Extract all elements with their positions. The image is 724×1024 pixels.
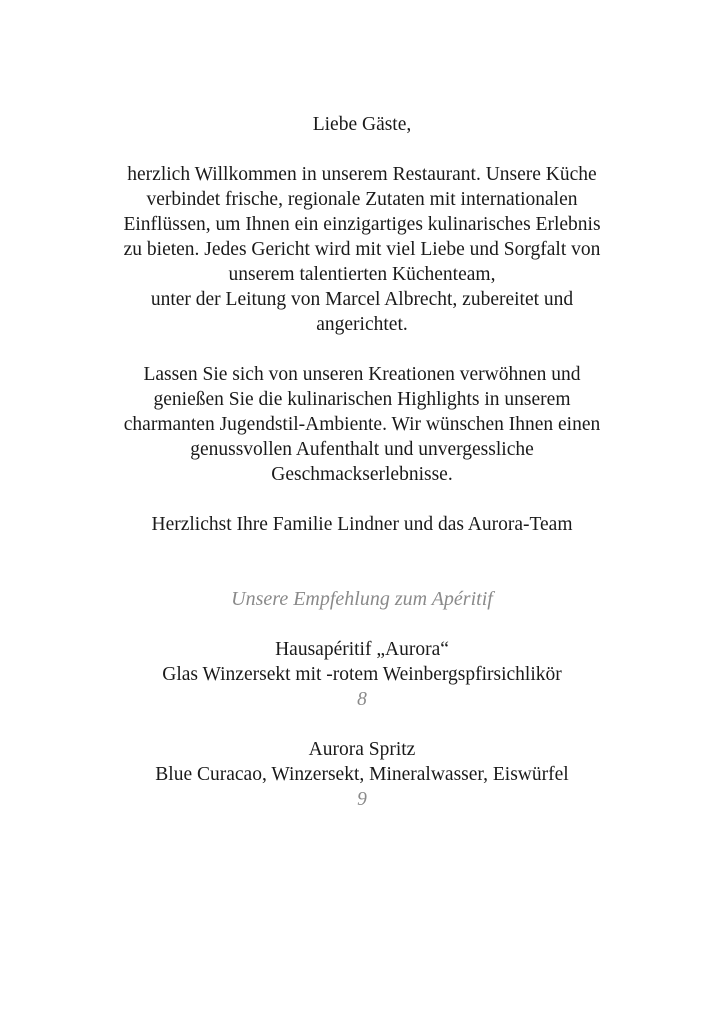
item-price: 8 <box>357 689 367 710</box>
paragraph-line: genießen Sie die kulinarischen Highlights in unserem <box>153 389 571 410</box>
greeting: Liebe Gäste, <box>312 114 412 135</box>
intro-line: angerichtet. <box>316 314 408 335</box>
paragraph-line: genussvollen Aufenthalt und unvergessliche <box>190 439 534 460</box>
intro-line: Einflüssen, um Ihnen ein einzigartiges kulinarisches Erlebnis <box>123 214 601 235</box>
section-heading: Unsere Empfehlung zum Apéritif <box>231 588 493 610</box>
intro-line: verbindet frische, regionale Zutaten mit internationalen <box>146 189 578 210</box>
intro-line: unserem talentierten Küchenteam, <box>228 264 496 285</box>
menu-item <box>0 737 724 812</box>
signature: Herzlichst Ihre Familie Lindner und das Aurora-Team <box>151 514 573 535</box>
second-paragraph <box>0 362 724 487</box>
item-name: Hausapéritif „Aurora“ <box>275 639 449 660</box>
item-description: Glas Winzersekt mit -rotem Weinbergspfirsichlikör <box>162 664 562 685</box>
intro-line: zu bieten. Jedes Gericht wird mit viel Liebe und Sorgfalt von <box>123 239 601 260</box>
item-price: 9 <box>357 789 367 810</box>
menu-page <box>0 112 724 812</box>
paragraph-line: Geschmackserlebnisse. <box>271 464 453 485</box>
paragraph-line: Lassen Sie sich von unseren Kreationen verwöhnen und <box>143 364 581 385</box>
item-description: Blue Curacao, Winzersekt, Mineralwasser, Eiswürfel <box>155 764 569 785</box>
item-name: Aurora Spritz <box>308 739 416 760</box>
intro-line: herzlich Willkommen in unserem Restaurant. Unsere Küche <box>127 164 597 185</box>
menu-item <box>0 637 724 712</box>
intro-line: unter der Leitung von Marcel Albrecht, zubereitet und <box>150 289 574 310</box>
intro-paragraph <box>0 162 724 337</box>
paragraph-line: charmanten Jugendstil-Ambiente. Wir wünschen Ihnen einen <box>123 414 601 435</box>
